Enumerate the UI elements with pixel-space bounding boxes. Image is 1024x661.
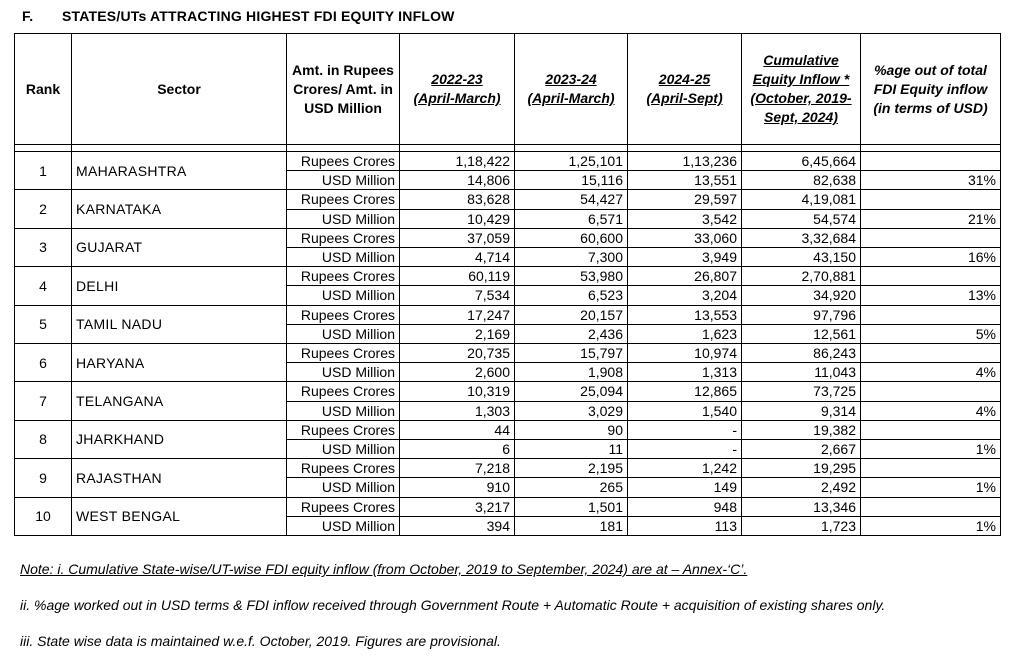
rank-cell: 7 — [15, 382, 72, 420]
col-header-cumulative: Cumulative Equity Inflow * (October, 2019- Sept, 2024) — [742, 34, 861, 145]
share-percent-cell: 1% — [861, 440, 1001, 459]
usd-value-cell: 3,204 — [628, 286, 742, 305]
unit-label-rupees: Rupees Crores — [287, 382, 400, 401]
usd-value-cell: - — [628, 440, 742, 459]
unit-label-rupees: Rupees Crores — [287, 344, 400, 363]
unit-label-usd: USD Million — [287, 248, 400, 267]
share-empty-cell — [861, 305, 1001, 324]
rupees-value-cell: 10,974 — [628, 344, 742, 363]
state-name-cell: HARYANA — [72, 344, 287, 382]
rank-cell: 4 — [15, 267, 72, 305]
share-percent-cell: 1% — [861, 478, 1001, 497]
rupees-value-cell: 7,218 — [400, 459, 515, 478]
usd-value-cell: 14,806 — [400, 171, 515, 190]
col-header-share: %age out of total FDI Equity inflow (in terms of USD) — [861, 34, 1001, 145]
share-empty-cell — [861, 497, 1001, 516]
state-name-cell: JHARKHAND — [72, 420, 287, 458]
rupees-value-cell: 20,735 — [400, 344, 515, 363]
share-empty-cell — [861, 420, 1001, 439]
rupees-value-cell: 1,25,101 — [515, 152, 628, 171]
rank-cell: 2 — [15, 190, 72, 228]
share-empty-cell — [861, 459, 1001, 478]
usd-value-cell: 7,300 — [515, 248, 628, 267]
state-name-cell: WEST BENGAL — [72, 497, 287, 535]
section-heading — [22, 8, 455, 24]
col-header-sector: Sector — [72, 34, 287, 145]
usd-value-cell: 394 — [400, 516, 515, 535]
rupees-value-cell: 20,157 — [515, 305, 628, 324]
state-name-cell: GUJARAT — [72, 228, 287, 266]
share-empty-cell — [861, 267, 1001, 286]
rupees-value-cell: 1,13,236 — [628, 152, 742, 171]
usd-value-cell: 3,949 — [628, 248, 742, 267]
rupees-value-cell: 60,119 — [400, 267, 515, 286]
rupees-value-cell: 6,45,664 — [742, 152, 861, 171]
usd-value-cell: 1,303 — [400, 401, 515, 420]
usd-value-cell: 2,600 — [400, 363, 515, 382]
share-percent-cell: 1% — [861, 516, 1001, 535]
rank-cell: 1 — [15, 152, 72, 190]
note-3: iii. State wise data is maintained w.e.f. October, 2019. Figures are provisional. — [20, 633, 501, 649]
rupees-value-cell: 26,807 — [628, 267, 742, 286]
rupees-value-cell: 1,18,422 — [400, 152, 515, 171]
table-row-rupees — [15, 152, 1001, 171]
col-header-rank: Rank — [15, 34, 72, 145]
col-header-2023-24-year: 2023-24 — [545, 71, 597, 87]
rupees-value-cell: - — [628, 420, 742, 439]
rupees-value-cell: 83,628 — [400, 190, 515, 209]
usd-value-cell: 265 — [515, 478, 628, 497]
rank-cell: 8 — [15, 420, 72, 458]
table-row-rupees — [15, 267, 1001, 286]
rupees-value-cell: 948 — [628, 497, 742, 516]
rupees-value-cell: 19,382 — [742, 420, 861, 439]
rupees-value-cell: 29,597 — [628, 190, 742, 209]
usd-value-cell: 910 — [400, 478, 515, 497]
unit-label-usd: USD Million — [287, 286, 400, 305]
usd-value-cell: 11,043 — [742, 363, 861, 382]
rupees-value-cell: 1,501 — [515, 497, 628, 516]
usd-value-cell: 113 — [628, 516, 742, 535]
rank-cell: 6 — [15, 344, 72, 382]
usd-value-cell: 1,623 — [628, 324, 742, 343]
rank-cell: 3 — [15, 228, 72, 266]
usd-value-cell: 1,908 — [515, 363, 628, 382]
unit-label-usd: USD Million — [287, 516, 400, 535]
state-name-cell: TAMIL NADU — [72, 305, 287, 343]
share-percent-cell: 4% — [861, 401, 1001, 420]
rupees-value-cell: 90 — [515, 420, 628, 439]
rupees-value-cell: 3,217 — [400, 497, 515, 516]
rank-cell: 5 — [15, 305, 72, 343]
unit-label-rupees: Rupees Crores — [287, 228, 400, 247]
share-percent-cell: 31% — [861, 171, 1001, 190]
usd-value-cell: 10,429 — [400, 209, 515, 228]
usd-value-cell: 43,150 — [742, 248, 861, 267]
usd-value-cell: 6,523 — [515, 286, 628, 305]
rupees-value-cell: 10,319 — [400, 382, 515, 401]
usd-value-cell: 7,534 — [400, 286, 515, 305]
share-percent-cell: 5% — [861, 324, 1001, 343]
usd-value-cell: 1,540 — [628, 401, 742, 420]
usd-value-cell: 1,723 — [742, 516, 861, 535]
unit-label-rupees: Rupees Crores — [287, 152, 400, 171]
unit-label-usd: USD Million — [287, 440, 400, 459]
rupees-value-cell: 2,195 — [515, 459, 628, 478]
col-header-2022-23 — [400, 34, 515, 145]
col-header-2024-25-year: 2024-25 — [658, 71, 711, 87]
unit-label-rupees: Rupees Crores — [287, 497, 400, 516]
section-number: F. — [22, 8, 34, 24]
rupees-value-cell: 2,70,881 — [742, 267, 861, 286]
rupees-value-cell: 33,060 — [628, 228, 742, 247]
usd-value-cell: 2,436 — [515, 324, 628, 343]
share-percent-cell: 16% — [861, 248, 1001, 267]
note-1: Note: i. Cumulative State-wise/UT-wise FDI equity inflow (from October, 2019 to September, 2024) are at – Annex-‘C’. — [20, 561, 748, 577]
usd-value-cell: 9,314 — [742, 401, 861, 420]
share-percent-cell: 21% — [861, 209, 1001, 228]
usd-value-cell: 82,638 — [742, 171, 861, 190]
share-percent-cell: 4% — [861, 363, 1001, 382]
usd-value-cell: 149 — [628, 478, 742, 497]
usd-value-cell: 11 — [515, 440, 628, 459]
unit-label-usd: USD Million — [287, 209, 400, 228]
state-name-cell: DELHI — [72, 267, 287, 305]
table-row-rupees — [15, 459, 1001, 478]
unit-label-rupees: Rupees Crores — [287, 459, 400, 478]
usd-value-cell: 13,551 — [628, 171, 742, 190]
rupees-value-cell: 12,865 — [628, 382, 742, 401]
rupees-value-cell: 13,346 — [742, 497, 861, 516]
table-row-rupees — [15, 344, 1001, 363]
table-row-rupees — [15, 420, 1001, 439]
rupees-value-cell: 4,19,081 — [742, 190, 861, 209]
col-header-2023-24-period: (April-March) — [527, 90, 615, 106]
usd-value-cell: 4,714 — [400, 248, 515, 267]
share-empty-cell — [861, 152, 1001, 171]
usd-value-cell: 15,116 — [515, 171, 628, 190]
rupees-value-cell: 44 — [400, 420, 515, 439]
rupees-value-cell: 53,980 — [515, 267, 628, 286]
rupees-value-cell: 37,059 — [400, 228, 515, 247]
unit-label-usd: USD Million — [287, 401, 400, 420]
rupees-value-cell: 54,427 — [515, 190, 628, 209]
rupees-value-cell: 3,32,684 — [742, 228, 861, 247]
col-header-2024-25 — [628, 34, 742, 145]
rupees-value-cell: 17,247 — [400, 305, 515, 324]
fdi-states-table — [14, 33, 1001, 536]
share-empty-cell — [861, 190, 1001, 209]
col-header-2024-25-period: (April-Sept) — [646, 90, 723, 106]
state-name-cell: MAHARASHTRA — [72, 152, 287, 190]
usd-value-cell: 6 — [400, 440, 515, 459]
usd-value-cell: 181 — [515, 516, 628, 535]
usd-value-cell: 3,542 — [628, 209, 742, 228]
note-2: ii. %age worked out in USD terms & FDI inflow received through Government Route + Automatic Route + acquisition of existing shares only. — [20, 597, 886, 613]
unit-label-rupees: Rupees Crores — [287, 420, 400, 439]
table-row-rupees — [15, 190, 1001, 209]
unit-label-rupees: Rupees Crores — [287, 305, 400, 324]
col-header-amount: Amt. in Rupees Crores/ Amt. in USD Million — [287, 34, 400, 145]
rupees-value-cell: 25,094 — [515, 382, 628, 401]
table-row-rupees — [15, 497, 1001, 516]
unit-label-usd: USD Million — [287, 363, 400, 382]
state-name-cell: RAJASTHAN — [72, 459, 287, 497]
col-header-2023-24 — [515, 34, 628, 145]
usd-value-cell: 12,561 — [742, 324, 861, 343]
share-percent-cell: 13% — [861, 286, 1001, 305]
usd-value-cell: 54,574 — [742, 209, 861, 228]
table-row-rupees — [15, 305, 1001, 324]
section-title: STATES/UTs ATTRACTING HIGHEST FDI EQUITY INFLOW — [62, 8, 455, 24]
usd-value-cell: 6,571 — [515, 209, 628, 228]
unit-label-rupees: Rupees Crores — [287, 267, 400, 286]
usd-value-cell: 34,920 — [742, 286, 861, 305]
rupees-value-cell: 1,242 — [628, 459, 742, 478]
rupees-value-cell: 60,600 — [515, 228, 628, 247]
unit-label-usd: USD Million — [287, 478, 400, 497]
unit-label-usd: USD Million — [287, 324, 400, 343]
usd-value-cell: 2,492 — [742, 478, 861, 497]
rank-cell: 10 — [15, 497, 72, 535]
col-header-2022-23-period: (April-March) — [413, 90, 501, 106]
header-spacer-row — [15, 145, 1001, 152]
unit-label-usd: USD Million — [287, 171, 400, 190]
state-name-cell: TELANGANA — [72, 382, 287, 420]
table-body — [15, 152, 1001, 536]
table-row-rupees — [15, 382, 1001, 401]
rupees-value-cell: 19,295 — [742, 459, 861, 478]
usd-value-cell: 1,313 — [628, 363, 742, 382]
table-header — [15, 34, 1001, 152]
usd-value-cell: 2,169 — [400, 324, 515, 343]
share-empty-cell — [861, 344, 1001, 363]
rupees-value-cell: 13,553 — [628, 305, 742, 324]
unit-label-rupees: Rupees Crores — [287, 190, 400, 209]
share-empty-cell — [861, 228, 1001, 247]
state-name-cell: KARNATAKA — [72, 190, 287, 228]
usd-value-cell: 2,667 — [742, 440, 861, 459]
rupees-value-cell: 86,243 — [742, 344, 861, 363]
rupees-value-cell: 97,796 — [742, 305, 861, 324]
share-empty-cell — [861, 382, 1001, 401]
col-header-2022-23-year: 2022-23 — [431, 71, 483, 87]
table-row-rupees — [15, 228, 1001, 247]
usd-value-cell: 3,029 — [515, 401, 628, 420]
rupees-value-cell: 73,725 — [742, 382, 861, 401]
rank-cell: 9 — [15, 459, 72, 497]
rupees-value-cell: 15,797 — [515, 344, 628, 363]
